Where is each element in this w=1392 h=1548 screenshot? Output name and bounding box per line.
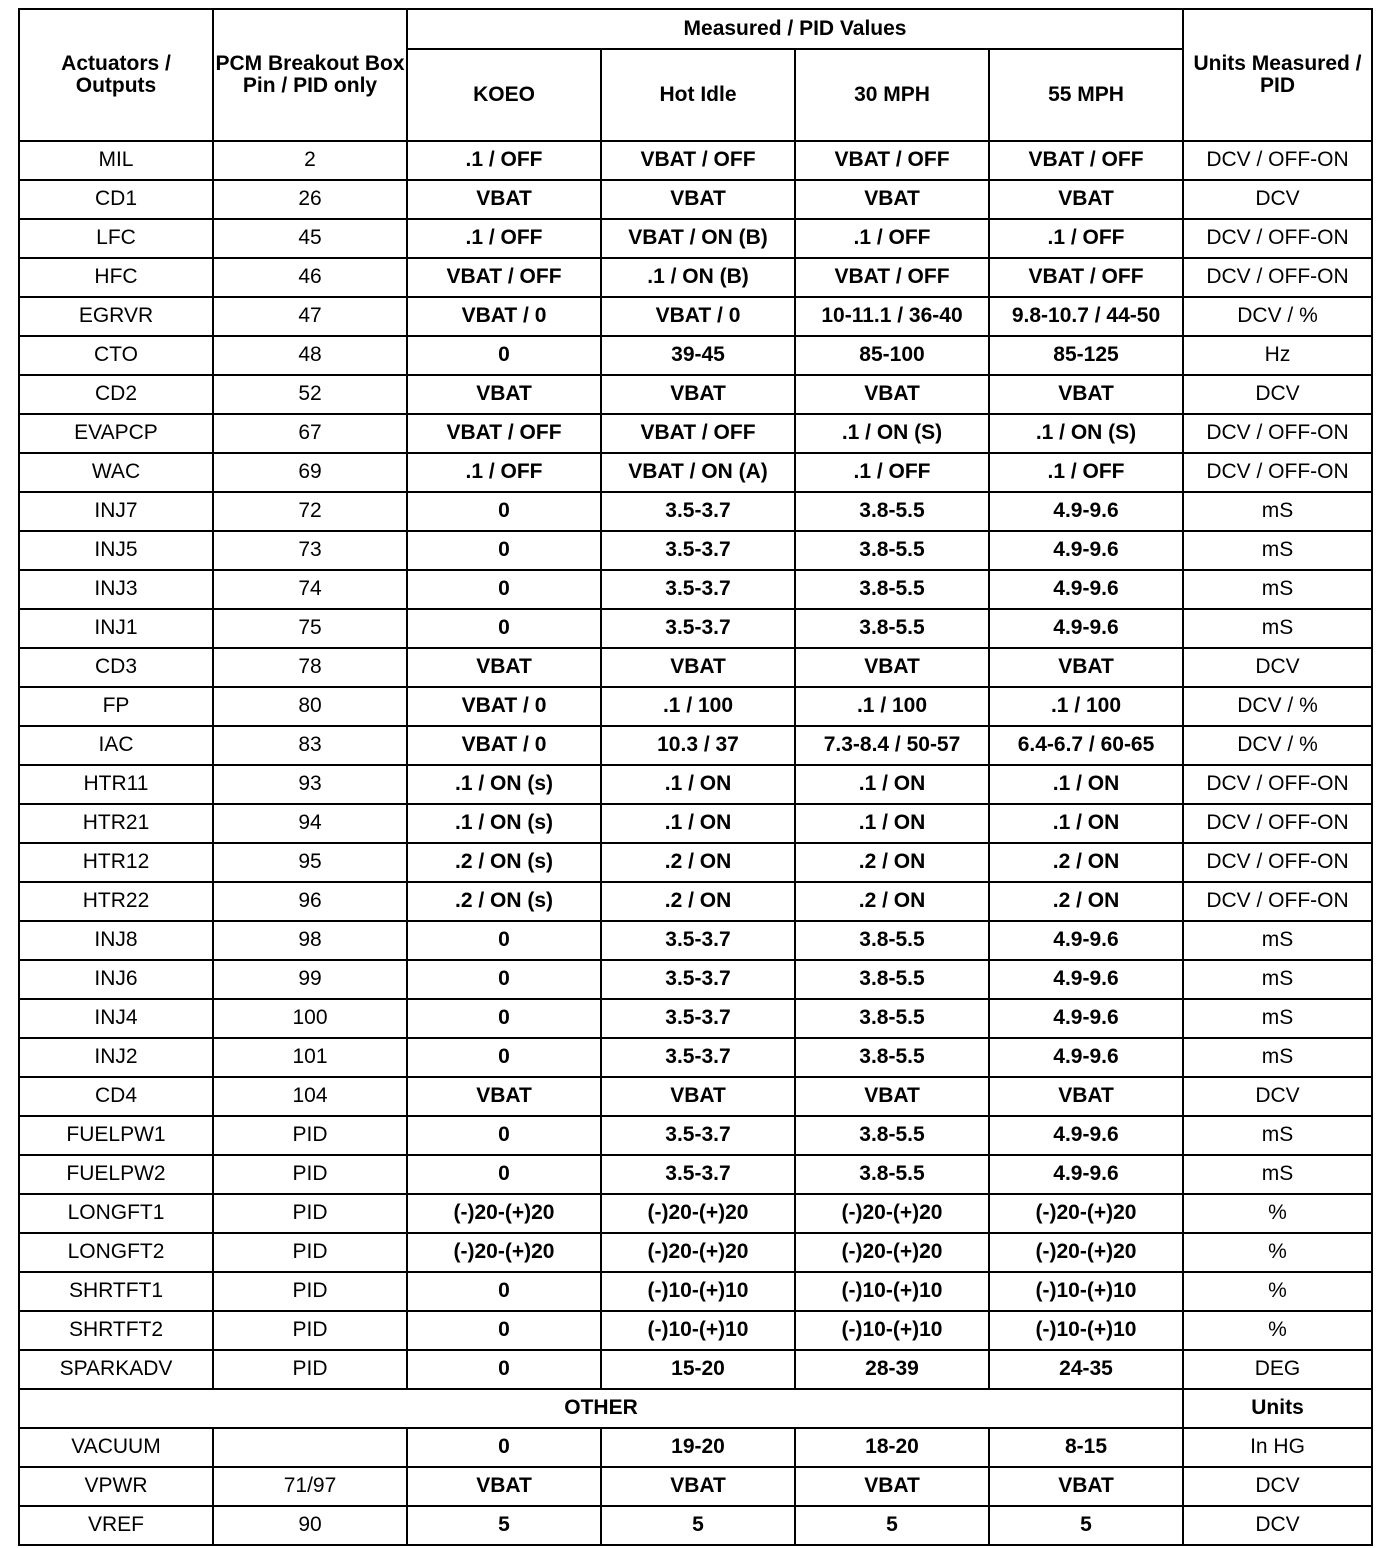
cell-55-mph: .2 / ON — [989, 882, 1183, 921]
table-row — [19, 414, 1372, 453]
cell-pin: 98 — [213, 921, 407, 960]
cell-units: DCV — [1183, 1467, 1372, 1506]
cell-units: mS — [1183, 921, 1372, 960]
cell-hot-idle: VBAT / ON (B) — [601, 219, 795, 258]
cell-units: DCV — [1183, 375, 1372, 414]
cell-pin: 67 — [213, 414, 407, 453]
cell-55-mph: (-)20-(+)20 — [989, 1194, 1183, 1233]
cell-hot-idle: 3.5-3.7 — [601, 1038, 795, 1077]
table-row — [19, 141, 1372, 180]
table-row — [19, 687, 1372, 726]
cell-30-mph: .1 / OFF — [795, 219, 989, 258]
table-row — [19, 1506, 1372, 1545]
cell-koeo: .1 / OFF — [407, 141, 601, 180]
cell-units: DCV — [1183, 180, 1372, 219]
table-row — [19, 1350, 1372, 1389]
cell-actuator: MIL — [19, 141, 213, 180]
cell-actuator: INJ3 — [19, 570, 213, 609]
cell-units: mS — [1183, 960, 1372, 999]
table-row — [19, 765, 1372, 804]
cell-hot-idle: .1 / ON — [601, 765, 795, 804]
table-row — [19, 921, 1372, 960]
header-30-mph: 30 MPH — [795, 49, 989, 141]
cell-pin: 72 — [213, 492, 407, 531]
cell-koeo: 0 — [407, 1155, 601, 1194]
cell-pin: PID — [213, 1233, 407, 1272]
cell-hot-idle: .2 / ON — [601, 843, 795, 882]
cell-30-mph: (-)20-(+)20 — [795, 1194, 989, 1233]
cell-pin: 74 — [213, 570, 407, 609]
cell-koeo: VBAT — [407, 648, 601, 687]
table-row — [19, 180, 1372, 219]
cell-hot-idle: 5 — [601, 1506, 795, 1545]
cell-koeo: .2 / ON (s) — [407, 882, 601, 921]
cell-pin: 99 — [213, 960, 407, 999]
table-row — [19, 570, 1372, 609]
cell-koeo: .1 / OFF — [407, 219, 601, 258]
cell-koeo: 5 — [407, 1506, 601, 1545]
cell-30-mph: 3.8-5.5 — [795, 999, 989, 1038]
table-row — [19, 648, 1372, 687]
cell-55-mph: 8-15 — [989, 1428, 1183, 1467]
table-row — [19, 1311, 1372, 1350]
table-row — [19, 297, 1372, 336]
cell-koeo: VBAT — [407, 1077, 601, 1116]
cell-hot-idle: 3.5-3.7 — [601, 609, 795, 648]
cell-units: DCV / OFF-ON — [1183, 414, 1372, 453]
cell-hot-idle: 3.5-3.7 — [601, 492, 795, 531]
cell-pin: 90 — [213, 1506, 407, 1545]
cell-pin: 104 — [213, 1077, 407, 1116]
cell-hot-idle: 3.5-3.7 — [601, 531, 795, 570]
cell-30-mph: 10-11.1 / 36-40 — [795, 297, 989, 336]
cell-koeo: 0 — [407, 999, 601, 1038]
cell-koeo: VBAT — [407, 180, 601, 219]
cell-hot-idle: .1 / 100 — [601, 687, 795, 726]
cell-koeo: VBAT — [407, 375, 601, 414]
cell-actuator: INJ1 — [19, 609, 213, 648]
cell-koeo: .1 / ON (s) — [407, 804, 601, 843]
cell-30-mph: 5 — [795, 1506, 989, 1545]
table-row — [19, 531, 1372, 570]
cell-30-mph: 3.8-5.5 — [795, 1116, 989, 1155]
cell-actuator: SPARKADV — [19, 1350, 213, 1389]
cell-pin: PID — [213, 1116, 407, 1155]
cell-55-mph: 4.9-9.6 — [989, 492, 1183, 531]
cell-hot-idle: 39-45 — [601, 336, 795, 375]
cell-30-mph: 18-20 — [795, 1428, 989, 1467]
cell-units: % — [1183, 1233, 1372, 1272]
cell-pin: 71/97 — [213, 1467, 407, 1506]
cell-actuator: VREF — [19, 1506, 213, 1545]
table-row — [19, 960, 1372, 999]
cell-koeo: VBAT / 0 — [407, 687, 601, 726]
cell-55-mph: .1 / OFF — [989, 453, 1183, 492]
cell-pin: PID — [213, 1311, 407, 1350]
cell-pin: PID — [213, 1194, 407, 1233]
cell-units: % — [1183, 1194, 1372, 1233]
cell-55-mph: 4.9-9.6 — [989, 1038, 1183, 1077]
cell-pin: 94 — [213, 804, 407, 843]
table-row — [19, 336, 1372, 375]
cell-30-mph: 28-39 — [795, 1350, 989, 1389]
other-section-label: OTHER — [19, 1389, 1183, 1428]
cell-koeo: 0 — [407, 336, 601, 375]
cell-koeo: (-)20-(+)20 — [407, 1233, 601, 1272]
cell-koeo: VBAT / OFF — [407, 258, 601, 297]
cell-55-mph: VBAT / OFF — [989, 141, 1183, 180]
cell-30-mph: 3.8-5.5 — [795, 531, 989, 570]
cell-units: mS — [1183, 1116, 1372, 1155]
cell-actuator: FUELPW2 — [19, 1155, 213, 1194]
cell-units: mS — [1183, 492, 1372, 531]
cell-hot-idle: 19-20 — [601, 1428, 795, 1467]
cell-hot-idle: VBAT / OFF — [601, 414, 795, 453]
cell-hot-idle: VBAT — [601, 180, 795, 219]
cell-hot-idle: 3.5-3.7 — [601, 999, 795, 1038]
cell-hot-idle: VBAT — [601, 648, 795, 687]
pid-values-table — [18, 8, 1373, 1546]
cell-55-mph: .1 / ON — [989, 804, 1183, 843]
cell-koeo: (-)20-(+)20 — [407, 1194, 601, 1233]
header-koeo: KOEO — [407, 49, 601, 141]
cell-actuator: INJ2 — [19, 1038, 213, 1077]
cell-hot-idle: VBAT / OFF — [601, 141, 795, 180]
cell-55-mph: .2 / ON — [989, 843, 1183, 882]
cell-units: DCV — [1183, 648, 1372, 687]
cell-koeo: VBAT / 0 — [407, 726, 601, 765]
cell-units: mS — [1183, 609, 1372, 648]
cell-actuator: SHRTFT2 — [19, 1311, 213, 1350]
cell-30-mph: 3.8-5.5 — [795, 609, 989, 648]
cell-30-mph: 3.8-5.5 — [795, 960, 989, 999]
cell-hot-idle: .1 / ON — [601, 804, 795, 843]
cell-pin: 48 — [213, 336, 407, 375]
cell-30-mph: .1 / 100 — [795, 687, 989, 726]
cell-55-mph: 24-35 — [989, 1350, 1183, 1389]
cell-55-mph: (-)10-(+)10 — [989, 1272, 1183, 1311]
table-row — [19, 453, 1372, 492]
cell-hot-idle: (-)20-(+)20 — [601, 1233, 795, 1272]
cell-actuator: CD1 — [19, 180, 213, 219]
cell-pin: 93 — [213, 765, 407, 804]
cell-pin: 69 — [213, 453, 407, 492]
cell-koeo: VBAT / 0 — [407, 297, 601, 336]
cell-pin — [213, 1428, 407, 1467]
cell-30-mph: .2 / ON — [795, 882, 989, 921]
table-row — [19, 1428, 1372, 1467]
cell-actuator: HTR21 — [19, 804, 213, 843]
cell-hot-idle: (-)10-(+)10 — [601, 1272, 795, 1311]
table-row — [19, 1155, 1372, 1194]
cell-hot-idle: VBAT — [601, 375, 795, 414]
cell-pin: 95 — [213, 843, 407, 882]
cell-30-mph: 3.8-5.5 — [795, 921, 989, 960]
cell-actuator: IAC — [19, 726, 213, 765]
cell-30-mph: 3.8-5.5 — [795, 1038, 989, 1077]
cell-hot-idle: .2 / ON — [601, 882, 795, 921]
table-row — [19, 804, 1372, 843]
cell-pin: 80 — [213, 687, 407, 726]
cell-hot-idle: VBAT — [601, 1467, 795, 1506]
cell-actuator: VPWR — [19, 1467, 213, 1506]
table-row — [19, 258, 1372, 297]
cell-30-mph: VBAT — [795, 375, 989, 414]
table-row — [19, 726, 1372, 765]
cell-30-mph: (-)10-(+)10 — [795, 1311, 989, 1350]
cell-55-mph: 6.4-6.7 / 60-65 — [989, 726, 1183, 765]
cell-units: DCV / % — [1183, 726, 1372, 765]
cell-pin: PID — [213, 1350, 407, 1389]
cell-30-mph: 3.8-5.5 — [795, 1155, 989, 1194]
cell-units: DCV / OFF-ON — [1183, 141, 1372, 180]
cell-koeo: 0 — [407, 531, 601, 570]
cell-55-mph: (-)10-(+)10 — [989, 1311, 1183, 1350]
cell-units: DCV / % — [1183, 297, 1372, 336]
cell-30-mph: 3.8-5.5 — [795, 492, 989, 531]
cell-30-mph: VBAT / OFF — [795, 258, 989, 297]
cell-koeo: 0 — [407, 1116, 601, 1155]
table-row — [19, 375, 1372, 414]
cell-units: mS — [1183, 570, 1372, 609]
cell-units: mS — [1183, 1155, 1372, 1194]
cell-hot-idle: (-)20-(+)20 — [601, 1194, 795, 1233]
cell-hot-idle: VBAT / 0 — [601, 297, 795, 336]
cell-30-mph: .1 / ON (S) — [795, 414, 989, 453]
cell-55-mph: VBAT / OFF — [989, 258, 1183, 297]
cell-55-mph: 4.9-9.6 — [989, 1116, 1183, 1155]
cell-55-mph: 4.9-9.6 — [989, 921, 1183, 960]
cell-pin: 78 — [213, 648, 407, 687]
cell-units: DCV / OFF-ON — [1183, 258, 1372, 297]
cell-actuator: CTO — [19, 336, 213, 375]
cell-30-mph: 3.8-5.5 — [795, 570, 989, 609]
cell-55-mph: 85-125 — [989, 336, 1183, 375]
cell-pin: 73 — [213, 531, 407, 570]
cell-units: % — [1183, 1311, 1372, 1350]
cell-55-mph: VBAT — [989, 180, 1183, 219]
cell-actuator: WAC — [19, 453, 213, 492]
cell-pin: 75 — [213, 609, 407, 648]
cell-koeo: VBAT / OFF — [407, 414, 601, 453]
cell-30-mph: .1 / ON — [795, 804, 989, 843]
cell-hot-idle: .1 / ON (B) — [601, 258, 795, 297]
cell-units: In HG — [1183, 1428, 1372, 1467]
cell-koeo: 0 — [407, 570, 601, 609]
cell-units: DCV / OFF-ON — [1183, 843, 1372, 882]
cell-units: mS — [1183, 531, 1372, 570]
cell-55-mph: .1 / OFF — [989, 219, 1183, 258]
cell-55-mph: 4.9-9.6 — [989, 960, 1183, 999]
cell-actuator: CD4 — [19, 1077, 213, 1116]
cell-hot-idle: 15-20 — [601, 1350, 795, 1389]
cell-actuator: INJ5 — [19, 531, 213, 570]
cell-30-mph: (-)10-(+)10 — [795, 1272, 989, 1311]
cell-actuator: CD2 — [19, 375, 213, 414]
other-units-label: Units — [1183, 1389, 1372, 1428]
table-row — [19, 1038, 1372, 1077]
cell-units: DCV / OFF-ON — [1183, 882, 1372, 921]
cell-actuator: INJ4 — [19, 999, 213, 1038]
cell-koeo: .2 / ON (s) — [407, 843, 601, 882]
cell-koeo: 0 — [407, 1272, 601, 1311]
cell-55-mph: (-)20-(+)20 — [989, 1233, 1183, 1272]
cell-actuator: FUELPW1 — [19, 1116, 213, 1155]
cell-actuator: VACUUM — [19, 1428, 213, 1467]
cell-units: DCV / OFF-ON — [1183, 219, 1372, 258]
cell-pin: PID — [213, 1155, 407, 1194]
cell-pin: 101 — [213, 1038, 407, 1077]
cell-hot-idle: 10.3 / 37 — [601, 726, 795, 765]
cell-30-mph: 85-100 — [795, 336, 989, 375]
cell-30-mph: .2 / ON — [795, 843, 989, 882]
table-row — [19, 609, 1372, 648]
cell-units: % — [1183, 1272, 1372, 1311]
cell-koeo: .1 / OFF — [407, 453, 601, 492]
cell-actuator: HFC — [19, 258, 213, 297]
cell-actuator: LONGFT2 — [19, 1233, 213, 1272]
table-row — [19, 1194, 1372, 1233]
cell-koeo: 0 — [407, 1428, 601, 1467]
cell-55-mph: 5 — [989, 1506, 1183, 1545]
cell-pin: 83 — [213, 726, 407, 765]
cell-hot-idle: (-)10-(+)10 — [601, 1311, 795, 1350]
cell-hot-idle: 3.5-3.7 — [601, 960, 795, 999]
cell-55-mph: VBAT — [989, 375, 1183, 414]
table-body — [19, 141, 1372, 1545]
cell-hot-idle: 3.5-3.7 — [601, 921, 795, 960]
table-row — [19, 1467, 1372, 1506]
cell-units: DCV / OFF-ON — [1183, 453, 1372, 492]
cell-30-mph: VBAT — [795, 1467, 989, 1506]
cell-hot-idle: 3.5-3.7 — [601, 570, 795, 609]
cell-55-mph: VBAT — [989, 648, 1183, 687]
cell-30-mph: .1 / OFF — [795, 453, 989, 492]
table-row — [19, 999, 1372, 1038]
cell-koeo: 0 — [407, 921, 601, 960]
cell-koeo: 0 — [407, 1311, 601, 1350]
cell-hot-idle: 3.5-3.7 — [601, 1155, 795, 1194]
cell-55-mph: 4.9-9.6 — [989, 999, 1183, 1038]
table-row — [19, 882, 1372, 921]
cell-55-mph: 4.9-9.6 — [989, 609, 1183, 648]
table-row — [19, 492, 1372, 531]
cell-actuator: SHRTFT1 — [19, 1272, 213, 1311]
cell-pin: 47 — [213, 297, 407, 336]
table-row — [19, 843, 1372, 882]
cell-actuator: INJ8 — [19, 921, 213, 960]
cell-units: DCV — [1183, 1077, 1372, 1116]
cell-actuator: EGRVR — [19, 297, 213, 336]
cell-actuator: EVAPCP — [19, 414, 213, 453]
cell-hot-idle: VBAT — [601, 1077, 795, 1116]
cell-pin: 26 — [213, 180, 407, 219]
header-measured: Measured / PID Values — [407, 9, 1183, 49]
header-hot-idle: Hot Idle — [601, 49, 795, 141]
header-55-mph: 55 MPH — [989, 49, 1183, 141]
cell-koeo: VBAT — [407, 1467, 601, 1506]
cell-55-mph: 9.8-10.7 / 44-50 — [989, 297, 1183, 336]
cell-pin: 45 — [213, 219, 407, 258]
other-section-row — [19, 1389, 1372, 1428]
cell-pin: PID — [213, 1272, 407, 1311]
cell-actuator: INJ6 — [19, 960, 213, 999]
cell-units: mS — [1183, 999, 1372, 1038]
cell-koeo: 0 — [407, 492, 601, 531]
cell-actuator: FP — [19, 687, 213, 726]
cell-hot-idle: VBAT / ON (A) — [601, 453, 795, 492]
cell-55-mph: 4.9-9.6 — [989, 531, 1183, 570]
cell-units: DCV / OFF-ON — [1183, 804, 1372, 843]
cell-pin: 2 — [213, 141, 407, 180]
cell-actuator: CD3 — [19, 648, 213, 687]
cell-actuator: HTR11 — [19, 765, 213, 804]
cell-units: mS — [1183, 1038, 1372, 1077]
cell-hot-idle: 3.5-3.7 — [601, 1116, 795, 1155]
cell-units: DCV / OFF-ON — [1183, 765, 1372, 804]
cell-30-mph: VBAT — [795, 180, 989, 219]
table-row — [19, 1116, 1372, 1155]
cell-koeo: 0 — [407, 1350, 601, 1389]
cell-55-mph: 4.9-9.6 — [989, 570, 1183, 609]
table-row — [19, 1233, 1372, 1272]
header-units: Units Measured / PID — [1183, 9, 1372, 141]
cell-actuator: INJ7 — [19, 492, 213, 531]
cell-55-mph: .1 / ON (S) — [989, 414, 1183, 453]
table-row — [19, 1077, 1372, 1116]
cell-55-mph: VBAT — [989, 1077, 1183, 1116]
cell-30-mph: .1 / ON — [795, 765, 989, 804]
cell-actuator: LFC — [19, 219, 213, 258]
cell-units: DCV / % — [1183, 687, 1372, 726]
cell-koeo: .1 / ON (s) — [407, 765, 601, 804]
table-row — [19, 219, 1372, 258]
cell-pin: 46 — [213, 258, 407, 297]
table-row — [19, 1272, 1372, 1311]
cell-55-mph: .1 / 100 — [989, 687, 1183, 726]
cell-30-mph: VBAT — [795, 648, 989, 687]
cell-30-mph: VBAT — [795, 1077, 989, 1116]
cell-30-mph: 7.3-8.4 / 50-57 — [795, 726, 989, 765]
cell-units: Hz — [1183, 336, 1372, 375]
cell-55-mph: 4.9-9.6 — [989, 1155, 1183, 1194]
cell-units: DCV — [1183, 1506, 1372, 1545]
cell-pin: 100 — [213, 999, 407, 1038]
cell-units: DEG — [1183, 1350, 1372, 1389]
cell-koeo: 0 — [407, 609, 601, 648]
cell-30-mph: VBAT / OFF — [795, 141, 989, 180]
cell-koeo: 0 — [407, 960, 601, 999]
cell-actuator: HTR22 — [19, 882, 213, 921]
cell-pin: 52 — [213, 375, 407, 414]
cell-pin: 96 — [213, 882, 407, 921]
cell-koeo: 0 — [407, 1038, 601, 1077]
cell-55-mph: VBAT — [989, 1467, 1183, 1506]
header-actuators: Actuators / Outputs — [19, 9, 213, 141]
cell-30-mph: (-)20-(+)20 — [795, 1233, 989, 1272]
header-pin: PCM Breakout Box Pin / PID only — [213, 9, 407, 141]
cell-actuator: LONGFT1 — [19, 1194, 213, 1233]
cell-actuator: HTR12 — [19, 843, 213, 882]
cell-55-mph: .1 / ON — [989, 765, 1183, 804]
